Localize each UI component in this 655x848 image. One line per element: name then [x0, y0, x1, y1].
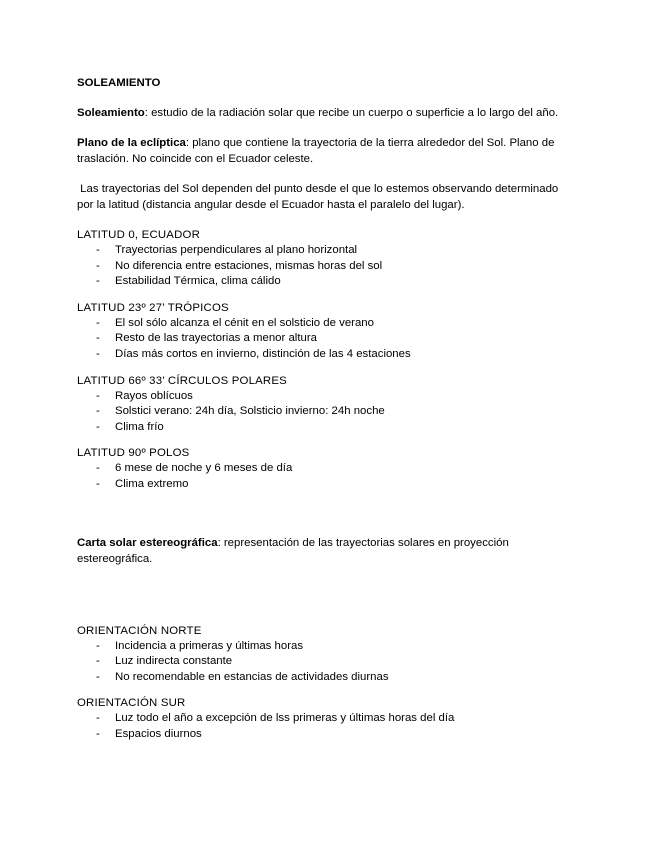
list-item-text: Solstici verano: 24h día, Solsticio invierno: 24h noche: [115, 405, 385, 418]
dash-marker: -: [96, 316, 100, 329]
list-item: [77, 274, 577, 290]
dash-marker: -: [96, 332, 100, 345]
latitude-heading-polos: LATITUD 90º POLOS: [77, 447, 190, 460]
definition-ecliptica-text: : plano que contiene la trayectoria de la tierra alrededor del Sol. Plano de traslación. No coincide con el Ecuador celeste.: [77, 137, 555, 165]
dash-marker: -: [96, 712, 100, 725]
list-item-text: Resto de las trayectorias a menor altura: [115, 332, 317, 345]
list-item-text: Días más cortos en invierno, distinción de las 4 estaciones: [115, 347, 411, 360]
list-item-text: Luz indirecta constante: [115, 655, 233, 668]
list-item-text: No recomendable en estancias de actividades diurnas: [115, 670, 389, 683]
term-carta-solar: Carta solar estereográfica: [77, 536, 218, 549]
definition-soleamiento: [77, 105, 577, 121]
list-item: [77, 243, 577, 259]
list-item: [77, 316, 577, 332]
intro-paragraph: Las trayectorias del Sol dependen del punto desde el que lo estemos observando determinado por la latitud (distancia angular desde el Ecuador hasta el paralelo del lugar).: [77, 183, 562, 211]
dash-marker: -: [96, 259, 100, 272]
list-item-text: Clima extremo: [115, 477, 189, 490]
dash-marker: -: [96, 727, 100, 740]
list-item-text: El sol sólo alcanza el cénit en el solsticio de verano: [115, 316, 374, 329]
list-item: [77, 670, 577, 686]
list-item: [77, 461, 577, 477]
list-item: [77, 389, 577, 405]
definition-soleamiento-text: : estudio de la radiación solar que recibe un cuerpo o superficie a lo largo del año.: [144, 107, 559, 119]
latitude-heading-circulos-polares: LATITUD 66º 33’ CÍRCULOS POLARES: [77, 374, 287, 387]
dash-marker: -: [96, 655, 100, 668]
dash-marker: -: [96, 275, 100, 288]
list-item: [77, 420, 577, 436]
dash-marker: -: [96, 244, 100, 256]
dash-marker: -: [96, 670, 100, 683]
document-title: SOLEAMIENTO: [77, 77, 161, 89]
list-item-text: Espacios diurnos: [115, 727, 202, 740]
dash-marker: -: [96, 389, 100, 402]
blank-space: [77, 503, 577, 535]
latitude-heading-ecuador: LATITUD 0, ECUADOR: [77, 229, 201, 241]
list-item: [77, 711, 577, 727]
list-item-text: Luz todo el año a excepción de lss primeras y últimas horas del día: [115, 712, 455, 725]
orientation-heading-sur: ORIENTACIÓN SUR: [77, 697, 186, 710]
list-item-text: Incidencia a primeras y últimas horas: [115, 639, 304, 652]
list-item-text: Clima frío: [115, 420, 164, 433]
list-item: [77, 654, 577, 670]
blank-space: [77, 581, 577, 623]
definition-carta-solar: [77, 535, 577, 567]
dash-marker: -: [96, 420, 100, 433]
orientation-heading-norte: ORIENTACIÓN NORTE: [77, 624, 202, 637]
list-item: [77, 347, 577, 363]
list-item: [77, 727, 577, 743]
list-item: [77, 331, 577, 347]
dash-marker: -: [96, 639, 100, 652]
list-item: [77, 259, 577, 275]
dash-marker: -: [96, 477, 100, 490]
latitude-list-polos: [77, 461, 577, 492]
list-item-text: 6 mese de noche y 6 meses de día: [115, 462, 293, 475]
orientation-list-sur: [77, 711, 577, 742]
dash-marker: -: [96, 462, 100, 475]
list-item-text: Trayectorias perpendiculares al plano horizontal: [115, 244, 358, 256]
latitude-list-tropicos: [77, 316, 577, 363]
list-item-text: No diferencia entre estaciones, mismas horas del sol: [115, 259, 383, 272]
orientation-list-norte: [77, 639, 577, 686]
list-item: [77, 477, 577, 493]
list-item-text: Estabilidad Térmica, clima cálido: [115, 275, 281, 288]
latitude-list-ecuador: [77, 243, 577, 290]
document-page: [77, 75, 577, 753]
dash-marker: -: [96, 405, 100, 418]
list-item: [77, 404, 577, 420]
latitude-heading-tropicos: LATITUD 23º 27’ TRÓPICOS: [77, 301, 229, 314]
term-soleamiento: Soleamiento: [77, 107, 145, 119]
definition-carta-solar-text: : representación de las trayectorias solares en proyección estereográfica.: [77, 536, 509, 565]
list-item: [77, 639, 577, 655]
dash-marker: -: [96, 347, 100, 360]
latitude-list-circulos-polares: [77, 389, 577, 436]
definition-ecliptica: [77, 135, 577, 167]
list-item-text: Rayos oblícuos: [115, 389, 193, 402]
term-ecliptica: Plano de la eclíptica: [77, 137, 186, 149]
